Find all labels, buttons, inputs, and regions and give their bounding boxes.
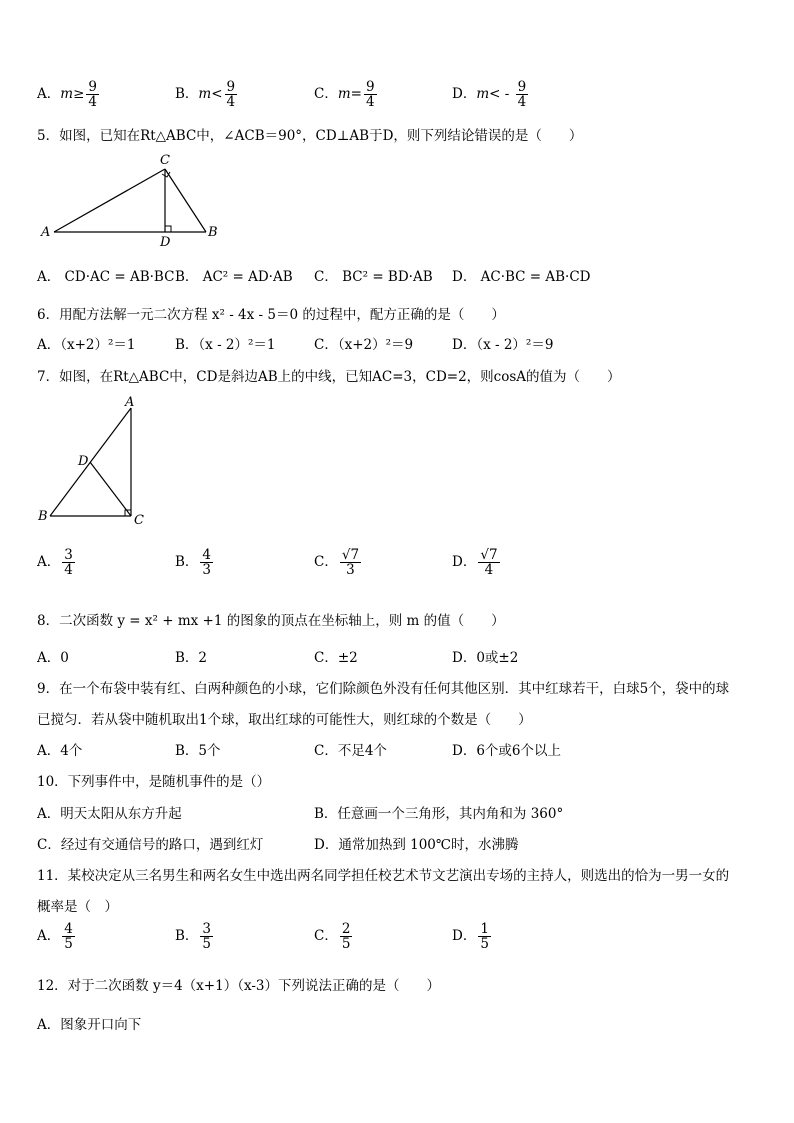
q11-option-b: B． $\frac{3}{5}$ xyxy=(175,921,212,953)
q6-stem: 6．用配方法解一元二次方程 x² - 4x - 5＝0 的过程中，配方正确的是（ ） xyxy=(37,307,505,323)
q8-stem: 8．二次函数 y = x² + mx +1 的图象的顶点在坐标轴上，则 m 的值（ ） xyxy=(37,613,505,629)
q7-stem: 7．如图，在Rt△ABC中，CD是斜边AB上的中线，已知AC=3，CD=2，则cosA的值为（ ） xyxy=(37,369,621,385)
q7-label-b: B xyxy=(38,509,48,524)
q4-option-b: B．m< $\frac{9}{4}$ xyxy=(175,79,236,111)
q6-option-a: A．（x+2）²＝1 xyxy=(37,337,136,353)
q5-option-a: A． CD·AC = AB·BC xyxy=(37,269,175,285)
q8-option-d: D．0或±2 xyxy=(452,650,519,666)
q7-figure xyxy=(30,390,160,530)
q10-option-d: D．通常加热到 100℃时，水沸腾 xyxy=(314,837,519,853)
q4-option-a: A．m≥ $\frac{9}{4}$ xyxy=(37,79,97,111)
q7-option-d: D． $\frac{√7}{4}$ xyxy=(452,547,498,579)
q10-stem: 10．下列事件中，是随机事件的是（） xyxy=(37,774,271,790)
q7-option-c: C． $\frac{√7}{3}$ xyxy=(314,547,360,579)
q7-option-a: A． $\frac{3}{4}$ xyxy=(37,547,73,579)
q11-option-c: C． $\frac{2}{5}$ xyxy=(314,921,351,953)
q12-stem: 12．对于二次函数 y＝4（x+1）（x-3）下列说法正确的是（ ） xyxy=(37,978,440,994)
q7-label-d: D xyxy=(78,454,89,469)
q7-option-b: B． $\frac{4}{3}$ xyxy=(175,547,212,579)
q4-option-c: C．m= $\frac{9}{4}$ xyxy=(314,79,375,111)
q10-option-a: A．明天太阳从东方升起 xyxy=(37,806,182,822)
q12-option-a: A．图象开口向下 xyxy=(37,1017,142,1033)
q7-label-a: A xyxy=(125,395,135,410)
q11-stem-line2: 概率是（ ） xyxy=(37,899,118,915)
sqrt-symbol: √ xyxy=(341,547,351,563)
sqrt-symbol: √ xyxy=(480,547,489,563)
q6-option-c: C．（x+2）²＝9 xyxy=(314,337,414,353)
q9-option-a: A．4个 xyxy=(37,743,83,759)
q5-label-d: D xyxy=(160,235,171,250)
q9-option-b: B．5个 xyxy=(175,743,221,759)
q5-figure xyxy=(38,150,228,250)
q9-stem-line2: 已搅匀．若从袋中随机取出1个球，取出红球的可能性大，则红球的个数是（ ） xyxy=(37,712,532,728)
q5-label-c: C xyxy=(160,153,170,168)
q10-option-b: B．任意画一个三角形，其内角和为 360° xyxy=(314,806,564,822)
q5-option-c: C． BC² = BD·AB xyxy=(314,269,433,285)
q5-option-d: D． AC·BC = AB·CD xyxy=(452,269,591,285)
q8-option-b: B．2 xyxy=(175,650,208,666)
q7-label-c: C xyxy=(134,513,144,528)
q6-option-d: D．（x - 2）²＝9 xyxy=(452,337,554,353)
q6-option-b: B．（x - 2）²＝1 xyxy=(175,337,276,353)
q8-option-a: A．0 xyxy=(37,650,69,666)
q9-option-c: C．不足4个 xyxy=(314,743,387,759)
q11-stem-line1: 11．某校决定从三名男生和两名女生中选出两名同学担任校艺术节文艺演出专场的主持人，则选出的恰为一男一女的 xyxy=(37,868,730,884)
q9-option-d: D．6个或6个以上 xyxy=(452,743,562,759)
q11-option-d: D． $\frac{1}{5}$ xyxy=(452,921,489,953)
q8-option-c: C．±2 xyxy=(314,650,358,666)
q5-stem: 5．如图，已知在Rt△ABC中，∠ACB＝90°，CD⊥AB于D，则下列结论错误的是（ ） xyxy=(37,128,583,144)
q4-option-d: D．m< - $\frac{9}{4}$ xyxy=(452,79,527,111)
q11-option-a: A． $\frac{4}{5}$ xyxy=(37,921,73,953)
q10-option-c: C．经过有交通信号的路口，遇到红灯 xyxy=(37,837,264,853)
q5-option-b: B． AC² = AD·AB xyxy=(175,269,293,285)
q9-stem-line1: 9．在一个布袋中装有红、白两种颜色的小球，它们除颜色外没有任何其他区别．其中红球若干，白球5个，袋中的球 xyxy=(37,681,730,697)
q5-label-b: B xyxy=(208,225,218,240)
q5-label-a: A xyxy=(41,225,51,240)
